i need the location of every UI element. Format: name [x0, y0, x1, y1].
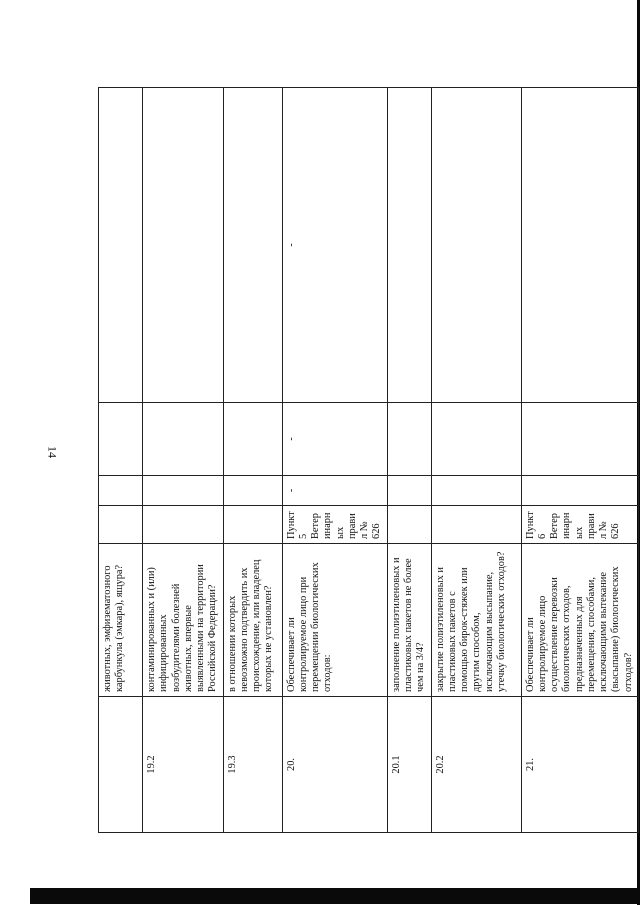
mark-cell-wide	[431, 88, 521, 403]
reference-cell	[387, 506, 431, 544]
question-cell: заполнение полиэтиленовых и пластиковых пакетов не более чем на 3/4?	[387, 544, 431, 697]
mark-cell-2	[431, 403, 521, 476]
question-cell: животных, эмфизематозного карбункула (эмкара), ящура?	[99, 544, 143, 697]
table-row	[282, 88, 387, 833]
reference-cell	[431, 506, 521, 544]
table-row	[223, 88, 282, 833]
question-cell: контаминированных и (или) инфицированных возбудителями болезней животных, впервые выявленными на территории Российской Федерации?	[143, 544, 224, 697]
mark-cell-1	[99, 476, 143, 506]
question-cell: закрытие полиэтиленовых и пластиковых пакетов с помощью бирок-стяжек или другим способом, исключающим высыпание, утечку биологических отходов?	[431, 544, 521, 697]
mark-cell-2: -	[282, 403, 387, 476]
question-cell: в отношении которых невозможно подтвердить их происхождение, или владелец которых не установлен?	[223, 544, 282, 697]
table-row	[143, 88, 224, 833]
mark-cell-2	[99, 403, 143, 476]
mark-cell-2	[143, 403, 224, 476]
table-row	[431, 88, 521, 833]
checklist-table	[98, 87, 639, 833]
row-number: 20.2	[431, 697, 521, 833]
mark-cell-1	[431, 476, 521, 506]
question-cell: Обеспечивает ли контролируемое лицо осуществление перевозки биологических отходов, предназначенных для перемещения, способами, исключающими вытекание (высыпание) биологических отходов?	[521, 544, 638, 697]
scan-edge-bottom	[30, 888, 640, 904]
mark-cell-1	[143, 476, 224, 506]
reference-cell	[99, 506, 143, 544]
reference-cell: Пункт 6 Ветеринарных правил № 626	[521, 506, 638, 544]
question-cell: Обеспечивает ли контролируемое лицо при перемещении биологических отходов:	[282, 544, 387, 697]
reference-cell	[223, 506, 282, 544]
table-row	[99, 88, 143, 833]
checklist-table-rotated	[98, 88, 634, 833]
mark-cell-wide	[521, 88, 638, 403]
row-number: 19.2	[143, 697, 224, 833]
mark-cell-1	[387, 476, 431, 506]
mark-cell-2	[223, 403, 282, 476]
mark-cell-1	[223, 476, 282, 506]
row-number: 19.3	[223, 697, 282, 833]
row-number	[99, 697, 143, 833]
mark-cell-wide	[99, 88, 143, 403]
mark-cell-1	[521, 476, 638, 506]
table-row	[387, 88, 431, 833]
mark-cell-wide: -	[282, 88, 387, 403]
page-number: 14	[45, 446, 60, 458]
table-row	[521, 88, 638, 833]
mark-cell-1: -	[282, 476, 387, 506]
mark-cell-wide	[223, 88, 282, 403]
row-number: 21.	[521, 697, 638, 833]
mark-cell-2	[521, 403, 638, 476]
reference-cell: Пункт 5 Ветеринарных правил № 626	[282, 506, 387, 544]
mark-cell-2	[387, 403, 431, 476]
row-number: 20.1	[387, 697, 431, 833]
mark-cell-wide	[143, 88, 224, 403]
row-number: 20.	[282, 697, 387, 833]
reference-cell	[143, 506, 224, 544]
mark-cell-wide	[387, 88, 431, 403]
